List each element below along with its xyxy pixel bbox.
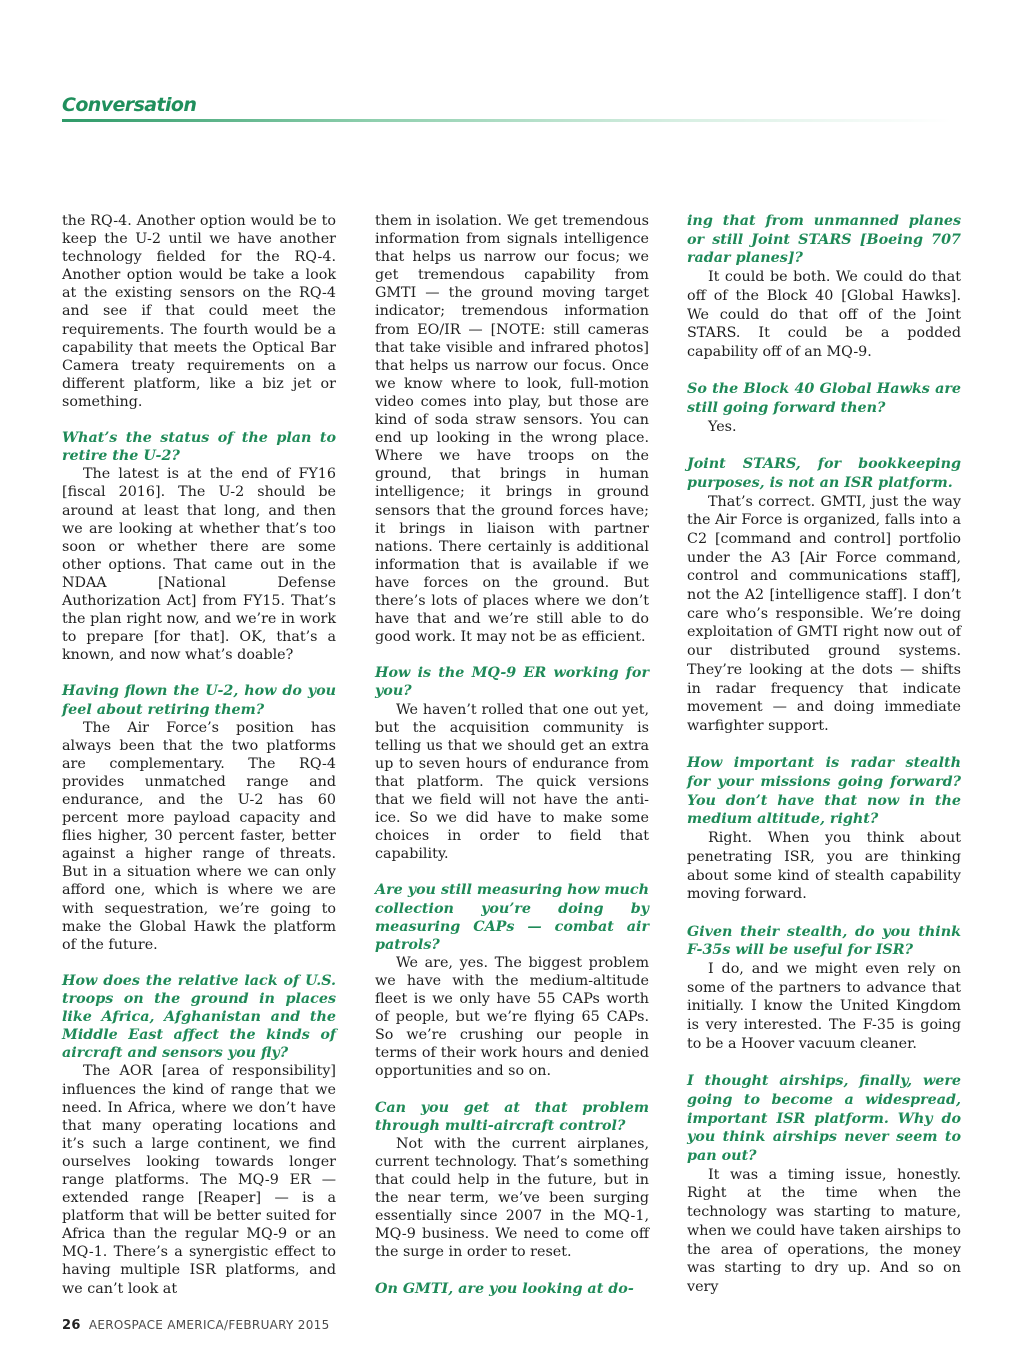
header-rule: [62, 119, 952, 122]
interview-question: ing that from unmanned planes or still Joint STARS [Boeing 707 radar planes]?: [687, 213, 961, 267]
interview-question: Having flown the U-2, how do you feel about retiring them?: [62, 683, 336, 718]
interview-question: Can you get at that problem through multi-aircraft control?: [375, 1099, 649, 1134]
text-column-2: [375, 212, 649, 1298]
section-header: [62, 94, 972, 124]
interview-question: How important is radar stealth for your missions going forward? You don’t have that now in the medium altitude, right?: [687, 755, 961, 828]
interview-question: On GMTI, are you looking at do-: [375, 1280, 634, 1297]
text-column-1: [62, 212, 336, 1298]
interview-answer: We are, yes. The biggest problem we have with the medium-altitude fleet is we only have 55 CAPs worth of people, but we’re flying 65 CAPs. So we’re crushing our people in terms of their work hours and denied opportunities and so on.: [375, 954, 649, 1080]
interview-answer: Yes.: [708, 418, 737, 435]
page-number: 26: [62, 1318, 81, 1333]
interview-answer: The Air Force’s position has always been that the two platforms are complementary. The RQ-4 provides unmatched range and endurance, and the U-2 has 60 percent more payload capacity and flies higher, 30 percent faster, better against a higher range of threats. But in a situation where we can only afford one, which is where we are with sequestration, we’re going to make the Global Hawk the platform of the future.: [62, 719, 336, 953]
interview-question: How is the MQ-9 ER working for you?: [375, 665, 649, 700]
interview-question: I thought airships, finally, were going to become a widespread, important ISR platform. Why do you think airships never seem to pan out?: [687, 1073, 961, 1165]
text-column-3: [687, 212, 961, 1297]
interview-answer: the RQ-4. Another option would be to keep the U-2 until we have another technology fielded for the RQ-4. Another option would be take a look at the existing sensors on the RQ-4 and see if that could meet the requirements. The fourth would be a capability that meets the Optical Bar Camera treaty requirements on a different platform, like a biz jet or something.: [62, 213, 336, 410]
interview-question: Are you still measuring how much collection you’re doing by measuring CAPs — combat air patrols?: [375, 882, 649, 953]
interview-answer: It was a timing issue, honestly. Right at the time when the technology was starting to mature, when we could have taken airships to the area of operations, the money was starting to dry up. And so on very: [687, 1166, 961, 1295]
interview-answer: I do, and we might even rely on some of the partners to advance that initially. I know the United Kingdom is very interested. The F-35 is going to be a Hoover vacuum cleaner.: [687, 961, 961, 1052]
page-footer: [62, 1318, 330, 1333]
interview-question: Given their stealth, do you think F-35s will be useful for ISR?: [687, 923, 961, 959]
interview-question: So the Block 40 Global Hawks are still going forward then?: [687, 381, 961, 417]
interview-question: How does the relative lack of U.S. troops on the ground in places like Africa, Afghanistan and the Middle East affect the kinds of aircraft and sensors you fly?: [62, 972, 336, 1062]
interview-question: What’s the status of the plan to retire the U-2?: [62, 430, 336, 465]
interview-answer: The latest is at the end of FY16 [fiscal 2016]. The U-2 should be around at least that long, and then we are looking at whether that’s too soon or whether there are some other options. That came out in the NDAA [National Defense Authorization Act] from FY15. That’s the plan right now, and we’re in work to prepare [for that]. OK, that’s a known, and now what’s doable?: [62, 466, 336, 664]
interview-question: Joint STARS, for bookkeeping purposes, is not an ISR platform.: [687, 456, 961, 491]
interview-answer: It could be both. We could do that off of the Block 40 [Global Hawks]. We could do that off of the Joint STARS. It could be a podded capability off of an MQ-9.: [687, 269, 961, 360]
section-title: Conversation: [62, 94, 197, 116]
interview-answer: Not with the current airplanes, current technology. That’s something that could help in the future, but in the near term, we’ve been surging essentially since 2007 in the MQ-1, MQ-9 business. We need to come off the surge in order to reset.: [375, 1135, 649, 1261]
publication-line: AEROSPACE AMERICA/FEBRUARY 2015: [88, 1318, 330, 1332]
interview-answer: The AOR [area of responsibility] influences the kind of range that we need. In Africa, where we don’t have that many operating locations and it’s such a large continent, we find ourselves looking towards longer range platforms. The MQ-9 ER — extended range [Reaper] — is a platform that will be better suited for Africa than the regular MQ-9 or an MQ-1. There’s a synergistic effect to having multiple ISR platforms, and we can’t look at: [62, 1063, 336, 1297]
interview-answer: That’s correct. GMTI, just the way the Air Force is organized, falls into a C2 [command and control] portfolio under the A3 [Air Force command, control and communications staff], not the A2 [intelligence staff]. I don’t care who’s responsible. We’re doing exploitation of GMTI right now out of our distributed ground systems. They’re looking at the dots — shifts in radar frequency that indicate movement — and doing immediate warfighter support.: [687, 493, 961, 734]
interview-answer: We haven’t rolled that one out yet, but the acquisition community is telling us that we should get an extra up to seven hours of endurance from that platform. The quick versions that we field will not have the anti-ice. So we did have to make some choices in order to field that capability.: [375, 701, 649, 863]
interview-answer: Right. When you think about penetrating ISR, you are thinking about some kind of stealth capability moving forward.: [687, 830, 961, 903]
interview-answer: them in isolation. We get tremendous information from signals intelligence that helps us narrow our focus; we get tremendous capability from GMTI — the ground moving target indicator; tremendous information from EO/IR — [NOTE: still cameras that take visible and infrared photos] that helps us narrow our focus. Once we know where to look, full-motion video comes into play, but those are kind of soda straw sensors. You can end up looking in the wrong place. Where we have troops on the ground, that brings in human intelligence; it brings in ground sensors that the ground forces have; it brings in liaison with partner nations. There certainly is additional information that is available if we have forces on the ground. But there’s lots of places where we don’t have that and we’re still able to do good work. It may not be as efficient.: [375, 213, 649, 646]
